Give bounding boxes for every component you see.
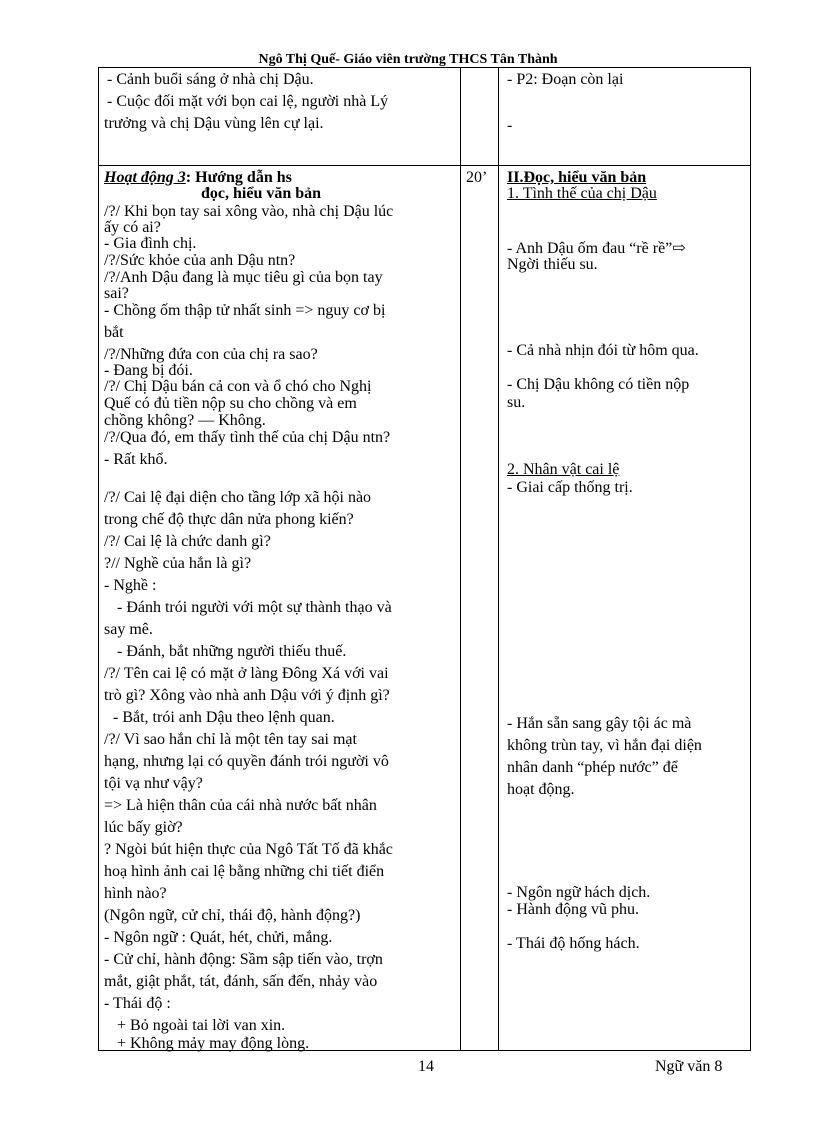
text-line: - P2: Đoạn còn lại xyxy=(507,71,624,88)
text-line: say mê. xyxy=(104,621,153,638)
subsection-heading: 2. Nhân vật cai lệ xyxy=(507,461,620,478)
text-line: /?/Những đứa con của chị ra sao? xyxy=(104,346,318,363)
text-line: su. xyxy=(507,394,526,411)
row2-content-cell xyxy=(99,166,461,1051)
text-line: - Thái độ hống hách. xyxy=(507,935,640,952)
text-line: - Cảnh buổi sáng ở nhà chị Dậu. xyxy=(107,71,314,88)
text-line: - Giai cấp thống trị. xyxy=(507,479,633,496)
text-line: - Thái độ : xyxy=(104,995,171,1012)
row1-content-cell xyxy=(99,68,461,166)
text-line: - Chồng ốm thập tử nhất sinh => nguy cơ bị xyxy=(104,302,386,319)
text-line: => Là hiện thân của cái nhà nước bất nhân xyxy=(104,797,377,814)
text-line: - Bắt, trói anh Dậu theo lệnh quan. xyxy=(113,709,335,726)
page-number: 14 xyxy=(418,1058,434,1075)
text-line: /?/Sức khỏe của anh Dậu ntn? xyxy=(104,252,296,269)
text-line: trưởng và chị Dậu vùng lên cự lại. xyxy=(104,115,324,132)
text-line: hình nào? xyxy=(104,885,167,902)
text-line: sai? xyxy=(104,285,129,302)
time-value: 20’ xyxy=(466,169,488,186)
page-header: Ngô Thị Quế- Giáo viên trường THCS Tân Thành xyxy=(258,52,558,67)
text-line: không trùn tay, vì hắn đại diện xyxy=(507,737,702,754)
row1-notes-cell xyxy=(499,68,751,166)
text-line: bắt xyxy=(104,324,124,341)
text-line: - Gia đình chị. xyxy=(104,235,197,252)
text-line: - Đánh, bắt những người thiếu thuế. xyxy=(117,643,347,660)
text-line: mắt, giật phắt, tát, đánh, sấn đến, nhảy vào xyxy=(104,973,378,990)
text-line: lúc bấy giờ? xyxy=(104,819,183,836)
text-line: - Ngôn ngữ hách dịch. xyxy=(507,884,651,901)
text-line: Quế có đủ tiền nộp su cho chồng và em xyxy=(104,395,357,412)
text-line: tội vạ như vậy? xyxy=(104,775,203,792)
text-line: + Bỏ ngoài tai lời van xin. xyxy=(117,1017,286,1034)
text-line: - Ngôn ngữ : Quát, hét, chửi, mắng. xyxy=(104,929,333,946)
text-line: /?/ Vì sao hắn chỉ là một tên tay sai mạt xyxy=(104,731,357,748)
text-line: - Nghề : xyxy=(104,577,157,594)
footer-subject: Ngữ văn 8 xyxy=(655,1058,723,1075)
text-line: - Hành động vũ phu. xyxy=(507,901,639,918)
text-line: - Đánh trói người với một sự thành thạo và xyxy=(117,599,392,616)
text-line: - Đang bị đói. xyxy=(104,362,193,379)
subsection-heading: 1. Tình thế của chị Dậu xyxy=(507,185,657,202)
lesson-table xyxy=(98,67,751,1051)
text-line: - xyxy=(507,117,513,134)
text-line: hoạ hình ảnh cai lệ bằng những chi tiết điển xyxy=(104,863,385,880)
text-line: trò gì? Xông vào nhà anh Dậu với ý định gì? xyxy=(104,687,390,704)
text-line: ? Ngòi bút hiện thực của Ngô Tất Tố đã khắc xyxy=(104,841,393,858)
text-line: - Anh Dậu ốm đau “rề rề”⇨ xyxy=(507,240,686,257)
text-line: ?// Nghề của hắn là gì? xyxy=(104,555,252,572)
text-line: /?/ Cai lệ là chức danh gì? xyxy=(104,533,271,550)
text-line: nhân danh “phép nước” để xyxy=(507,759,678,776)
row1-time-cell xyxy=(461,68,499,166)
text-line: - Cả nhà nhịn đói từ hôm qua. xyxy=(507,342,699,359)
text-line: hạng, nhưng lại có quyền đánh trói người vô xyxy=(104,753,389,770)
activity-subtitle: đọc, hiểu văn bản xyxy=(201,185,322,202)
text-line: trong chế độ thực dân nửa phong kiến? xyxy=(104,511,354,528)
activity-label: Hoạt động 3 xyxy=(104,169,186,186)
text-line: /?/ Khi bọn tay sai xông vào, nhà chị Dậu lúc xyxy=(104,203,394,220)
text-line: - Rất khổ. xyxy=(104,451,168,468)
row2-time-cell xyxy=(461,166,499,1051)
text-line: hoạt động. xyxy=(507,781,575,798)
text-line: + Không mảy may động lòng. xyxy=(117,1035,310,1052)
section-heading: II.Đọc, hiểu văn bản xyxy=(507,169,647,186)
text-line: /?/ Tên cai lệ có mặt ở làng Đông Xá với vai xyxy=(104,665,389,682)
text-line: chồng không? — Không. xyxy=(104,412,266,429)
text-line: Ngời thiếu su. xyxy=(507,256,598,273)
text-line: - Cuộc đối mặt với bọn cai lệ, người nhà Lý xyxy=(107,93,389,110)
text-line: - Cử chỉ, hành động: Sầm sập tiến vào, trợn xyxy=(104,951,383,968)
table-row xyxy=(99,68,751,166)
table-row xyxy=(99,166,751,1051)
text-line: /?/Anh Dậu đang là mục tiêu gì của bọn tay xyxy=(104,269,383,286)
row2-notes-cell xyxy=(499,166,751,1051)
text-line: (Ngôn ngữ, cử chỉ, thái độ, hành động?) xyxy=(104,907,361,924)
text-line: ấy có ai? xyxy=(104,219,161,236)
text-line: - Chị Dậu không có tiền nộp xyxy=(507,376,690,393)
text-line: /?/Qua đó, em thấy tình thế của chị Dậu ntn? xyxy=(104,429,391,446)
text-line: - Hắn sẵn sang gây tội ác mà xyxy=(507,715,692,732)
text-line: /?/ Chị Dậu bán cả con và ổ chó cho Nghị xyxy=(104,378,372,395)
text-line: /?/ Cai lệ đại diện cho tầng lớp xã hội nào xyxy=(104,489,372,506)
activity-title: : Hướng dẫn hs xyxy=(185,169,292,186)
